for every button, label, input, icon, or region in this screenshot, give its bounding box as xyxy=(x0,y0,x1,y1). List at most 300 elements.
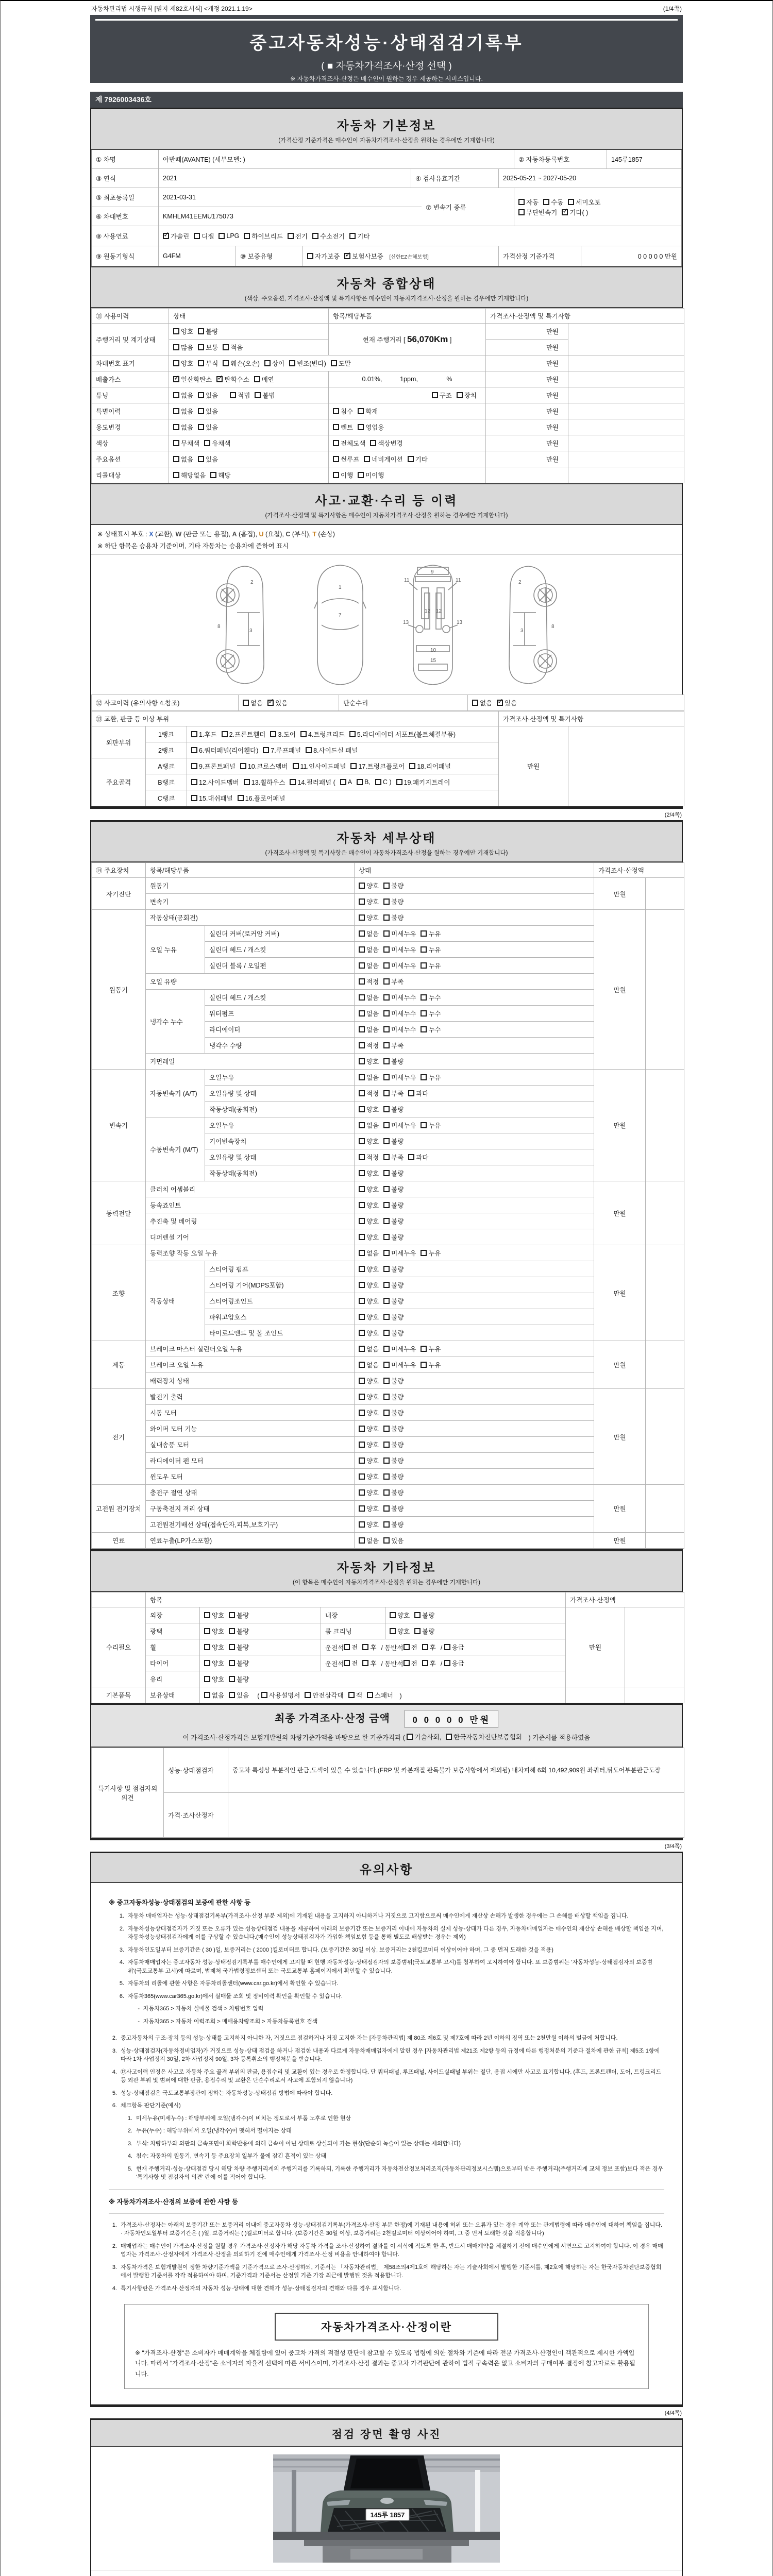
checked-checkbox-icon[interactable] xyxy=(267,700,274,706)
checkbox-icon[interactable] xyxy=(333,440,339,446)
checkbox-option[interactable] xyxy=(359,1504,379,1513)
checkbox-icon[interactable] xyxy=(383,962,390,969)
checkbox-option[interactable] xyxy=(204,1642,224,1652)
checkbox-icon[interactable] xyxy=(383,1330,390,1336)
checkbox-option[interactable] xyxy=(383,913,404,922)
checkbox-option[interactable] xyxy=(359,1488,379,1497)
checkbox-option[interactable] xyxy=(307,251,340,261)
checked-checkbox-icon[interactable] xyxy=(344,253,350,259)
checkbox-option[interactable] xyxy=(383,1504,404,1513)
checkbox-icon[interactable] xyxy=(255,392,261,398)
checkbox-icon[interactable] xyxy=(421,1122,427,1128)
checkbox-icon[interactable] xyxy=(370,440,376,446)
checkbox-option[interactable] xyxy=(191,793,233,803)
checkbox-option[interactable] xyxy=(173,375,212,384)
checkbox-option[interactable] xyxy=(383,1137,404,1146)
checkbox-option[interactable] xyxy=(362,1642,376,1652)
checkbox-option[interactable] xyxy=(240,761,288,771)
checkbox-option[interactable] xyxy=(383,1328,404,1337)
checkbox-icon[interactable] xyxy=(306,747,312,753)
checkbox-icon[interactable] xyxy=(383,1106,390,1112)
checkbox-option[interactable] xyxy=(173,359,193,368)
checkbox-option[interactable] xyxy=(383,1184,404,1194)
checkbox-option[interactable] xyxy=(383,1392,404,1401)
checkbox-icon[interactable] xyxy=(390,1628,396,1634)
checkbox-option[interactable] xyxy=(383,977,404,986)
checkbox-icon[interactable] xyxy=(359,1202,365,1208)
checkbox-option[interactable] xyxy=(359,993,379,1002)
checkbox-option[interactable] xyxy=(383,1296,404,1306)
checkbox-icon[interactable] xyxy=(359,1282,365,1288)
checkbox-icon[interactable] xyxy=(383,1282,390,1288)
checkbox-option[interactable] xyxy=(383,1456,404,1465)
checkbox-option[interactable] xyxy=(305,1690,343,1700)
checkbox-option[interactable] xyxy=(421,1009,441,1018)
checkbox-icon[interactable] xyxy=(358,408,364,414)
checkbox-option[interactable] xyxy=(408,1153,428,1162)
checkbox-option[interactable] xyxy=(198,454,218,464)
checkbox-option[interactable] xyxy=(359,1360,379,1369)
checkbox-icon[interactable] xyxy=(191,763,197,769)
checkbox-icon[interactable] xyxy=(359,1154,365,1160)
checkbox-icon[interactable] xyxy=(359,1378,365,1384)
checkbox-option[interactable] xyxy=(390,1611,410,1620)
checkbox-icon[interactable] xyxy=(383,1521,390,1528)
checkbox-option[interactable] xyxy=(543,197,563,207)
checkbox-icon[interactable] xyxy=(340,779,346,785)
checkbox-option[interactable] xyxy=(390,1626,410,1636)
checkbox-icon[interactable] xyxy=(421,1026,427,1032)
checkbox-icon[interactable] xyxy=(359,1473,365,1480)
checkbox-icon[interactable] xyxy=(383,1537,390,1544)
checkbox-option[interactable] xyxy=(518,197,539,207)
checkbox-icon[interactable] xyxy=(359,1346,365,1352)
checkbox-icon[interactable] xyxy=(173,344,179,350)
checkbox-icon[interactable] xyxy=(421,1346,427,1352)
checkbox-option[interactable] xyxy=(497,698,517,707)
checkbox-option[interactable] xyxy=(198,343,218,352)
checkbox-option[interactable] xyxy=(229,1658,249,1668)
checkbox-icon[interactable] xyxy=(229,1660,235,1666)
checkbox-icon[interactable] xyxy=(210,472,216,478)
checkbox-icon[interactable] xyxy=(421,946,427,953)
checkbox-icon[interactable] xyxy=(359,978,365,985)
checkbox-option[interactable] xyxy=(383,1089,404,1098)
checkbox-icon[interactable] xyxy=(375,779,381,785)
checkbox-option[interactable] xyxy=(331,359,351,368)
checkbox-option[interactable] xyxy=(359,1009,379,1018)
checkbox-icon[interactable] xyxy=(383,1410,390,1416)
checkbox-option[interactable] xyxy=(359,881,379,890)
checkbox-icon[interactable] xyxy=(359,1186,365,1192)
checkbox-icon[interactable] xyxy=(364,456,370,462)
checkbox-icon[interactable] xyxy=(173,456,179,462)
checkbox-icon[interactable] xyxy=(204,1612,210,1618)
checkbox-option[interactable] xyxy=(383,1073,416,1082)
checkbox-icon[interactable] xyxy=(383,1170,390,1176)
checkbox-icon[interactable] xyxy=(204,1644,210,1650)
checkbox-option[interactable] xyxy=(383,881,404,890)
checkbox-option[interactable] xyxy=(421,1344,441,1353)
checkbox-option[interactable] xyxy=(191,761,236,771)
checkbox-icon[interactable] xyxy=(383,1122,390,1128)
checkbox-icon[interactable] xyxy=(421,1074,427,1080)
checkbox-icon[interactable] xyxy=(359,962,365,969)
checkbox-option[interactable] xyxy=(204,1611,224,1620)
checkbox-option[interactable] xyxy=(359,1121,379,1130)
checkbox-option[interactable] xyxy=(359,1216,379,1226)
checkbox-option[interactable] xyxy=(340,778,352,786)
checkbox-icon[interactable] xyxy=(383,1473,390,1480)
checkbox-icon[interactable] xyxy=(383,914,390,921)
checkbox-option[interactable] xyxy=(238,793,285,803)
checkbox-icon[interactable] xyxy=(204,1628,210,1634)
checkbox-option[interactable] xyxy=(421,961,441,970)
checkbox-icon[interactable] xyxy=(194,233,200,239)
checkbox-icon[interactable] xyxy=(198,456,204,462)
checkbox-icon[interactable] xyxy=(383,883,390,889)
checkbox-option[interactable] xyxy=(383,1536,404,1545)
checkbox-option[interactable] xyxy=(421,1025,441,1034)
checkbox-option[interactable] xyxy=(359,1312,379,1321)
checkbox-option[interactable] xyxy=(421,993,441,1002)
checkbox-icon[interactable] xyxy=(191,779,197,785)
checkbox-option[interactable] xyxy=(350,761,405,771)
checkbox-option[interactable] xyxy=(229,1611,249,1620)
checkbox-option[interactable] xyxy=(244,231,282,241)
checkbox-icon[interactable] xyxy=(307,253,313,259)
checkbox-icon[interactable] xyxy=(270,731,276,737)
checkbox-icon[interactable] xyxy=(230,392,236,398)
checkbox-icon[interactable] xyxy=(359,1426,365,1432)
checkbox-icon[interactable] xyxy=(359,1218,365,1224)
checkbox-icon[interactable] xyxy=(383,994,390,1001)
checkbox-icon[interactable] xyxy=(350,763,357,769)
checkbox-icon[interactable] xyxy=(383,1154,390,1160)
checkbox-option[interactable] xyxy=(421,945,441,954)
checkbox-option[interactable] xyxy=(472,698,492,707)
checkbox-option[interactable] xyxy=(358,470,384,480)
checkbox-option[interactable] xyxy=(264,359,284,368)
checkbox-icon[interactable] xyxy=(312,233,318,239)
checkbox-option[interactable] xyxy=(344,251,383,261)
checkbox-option[interactable] xyxy=(383,1376,404,1385)
checkbox-icon[interactable] xyxy=(173,424,179,430)
checkbox-option[interactable] xyxy=(359,1137,379,1146)
checkbox-option[interactable] xyxy=(383,1280,404,1290)
checkbox-icon[interactable] xyxy=(383,1042,390,1048)
checkbox-option[interactable] xyxy=(359,1536,379,1545)
checkbox-option[interactable] xyxy=(263,745,301,755)
checkbox-option[interactable] xyxy=(421,929,441,938)
checkbox-option[interactable] xyxy=(383,1216,404,1226)
checkbox-icon[interactable] xyxy=(333,456,339,462)
checkbox-option[interactable] xyxy=(359,945,379,954)
checkbox-icon[interactable] xyxy=(357,779,363,785)
checkbox-option[interactable] xyxy=(173,391,193,400)
checked-checkbox-icon[interactable] xyxy=(173,376,179,382)
checkbox-icon[interactable] xyxy=(359,1106,365,1112)
checkbox-icon[interactable] xyxy=(359,1250,365,1256)
checkbox-icon[interactable] xyxy=(300,731,307,737)
checkbox-icon[interactable] xyxy=(383,930,390,937)
checkbox-option[interactable] xyxy=(396,777,450,787)
checkbox-icon[interactable] xyxy=(409,763,415,769)
checkbox-icon[interactable] xyxy=(204,1676,210,1682)
checkbox-option[interactable] xyxy=(229,1690,249,1700)
checkbox-icon[interactable] xyxy=(383,1394,390,1400)
checkbox-icon[interactable] xyxy=(198,360,204,366)
checkbox-option[interactable] xyxy=(333,422,353,432)
checkbox-icon[interactable] xyxy=(543,199,549,205)
checkbox-icon[interactable] xyxy=(421,962,427,969)
checkbox-option[interactable] xyxy=(421,1248,441,1258)
checkbox-icon[interactable] xyxy=(383,1362,390,1368)
checkbox-icon[interactable] xyxy=(222,731,228,737)
checkbox-option[interactable] xyxy=(333,406,353,416)
checkbox-option[interactable] xyxy=(204,438,230,448)
checkbox-icon[interactable] xyxy=(444,1660,450,1666)
checkbox-option[interactable] xyxy=(359,1456,379,1465)
checkbox-option[interactable] xyxy=(404,1658,417,1668)
checkbox-option[interactable] xyxy=(204,1658,224,1668)
checkbox-icon[interactable] xyxy=(359,1314,365,1320)
checkbox-icon[interactable] xyxy=(359,1330,365,1336)
checkbox-icon[interactable] xyxy=(383,1489,390,1496)
checked-checkbox-icon[interactable] xyxy=(216,376,223,382)
checkbox-icon[interactable] xyxy=(331,360,337,366)
checkbox-icon[interactable] xyxy=(421,994,427,1001)
checkbox-option[interactable] xyxy=(359,1264,379,1274)
checkbox-option[interactable] xyxy=(383,1105,404,1114)
checkbox-option[interactable] xyxy=(223,359,260,368)
checkbox-icon[interactable] xyxy=(518,209,525,215)
checkbox-option[interactable] xyxy=(383,1440,404,1449)
checkbox-option[interactable] xyxy=(432,391,452,400)
checkbox-icon[interactable] xyxy=(358,472,364,478)
checkbox-option[interactable] xyxy=(333,470,353,480)
checkbox-option[interactable] xyxy=(383,1360,416,1369)
checkbox-option[interactable] xyxy=(348,1690,362,1700)
checkbox-icon[interactable] xyxy=(383,1074,390,1080)
checkbox-option[interactable] xyxy=(293,761,346,771)
checkbox-option[interactable] xyxy=(421,1073,441,1082)
checkbox-option[interactable] xyxy=(261,1690,300,1700)
checkbox-option[interactable] xyxy=(254,375,274,384)
checkbox-option[interactable] xyxy=(359,1392,379,1401)
checkbox-option[interactable] xyxy=(383,1057,404,1066)
checkbox-icon[interactable] xyxy=(359,1266,365,1272)
checkbox-icon[interactable] xyxy=(333,408,339,414)
checkbox-icon[interactable] xyxy=(383,1202,390,1208)
checkbox-icon[interactable] xyxy=(359,1298,365,1304)
checkbox-icon[interactable] xyxy=(472,700,478,706)
checkbox-icon[interactable] xyxy=(173,472,179,478)
checkbox-option[interactable] xyxy=(359,1041,379,1050)
checkbox-option[interactable] xyxy=(198,359,218,368)
checkbox-icon[interactable] xyxy=(359,1394,365,1400)
checkbox-option[interactable] xyxy=(444,1658,464,1668)
checkbox-option[interactable] xyxy=(383,1168,404,1178)
checkbox-icon[interactable] xyxy=(173,392,179,398)
checkbox-icon[interactable] xyxy=(383,1458,390,1464)
checkbox-option[interactable] xyxy=(408,1089,428,1098)
checkbox-option[interactable] xyxy=(383,1248,416,1258)
checkbox-option[interactable] xyxy=(359,1280,379,1290)
checkbox-icon[interactable] xyxy=(359,1489,365,1496)
checkbox-option[interactable] xyxy=(383,1025,416,1034)
checkbox-option[interactable] xyxy=(349,231,369,241)
checked-checkbox-icon[interactable] xyxy=(163,233,169,239)
checkbox-option[interactable] xyxy=(414,1611,434,1620)
checkbox-icon[interactable] xyxy=(344,1644,350,1650)
checkbox-icon[interactable] xyxy=(333,424,339,430)
checkbox-icon[interactable] xyxy=(362,1644,368,1650)
checkbox-option[interactable] xyxy=(173,406,193,416)
checkbox-option[interactable] xyxy=(359,929,379,938)
checkbox-icon[interactable] xyxy=(367,1692,373,1698)
checkbox-option[interactable] xyxy=(518,208,557,217)
checkbox-icon[interactable] xyxy=(444,1644,450,1650)
checkbox-icon[interactable] xyxy=(229,1676,235,1682)
checkbox-option[interactable] xyxy=(364,454,402,464)
checkbox-icon[interactable] xyxy=(229,1612,235,1618)
checkbox-icon[interactable] xyxy=(204,1692,210,1698)
checkbox-icon[interactable] xyxy=(359,1122,365,1128)
checkbox-icon[interactable] xyxy=(261,1692,267,1698)
checkbox-option[interactable] xyxy=(222,730,266,739)
checkbox-option[interactable] xyxy=(191,777,239,787)
checkbox-option[interactable] xyxy=(568,197,600,207)
checkbox-icon[interactable] xyxy=(383,1186,390,1192)
checkbox-option[interactable] xyxy=(359,1025,379,1034)
checkbox-icon[interactable] xyxy=(223,360,229,366)
checkbox-icon[interactable] xyxy=(359,994,365,1001)
checkbox-option[interactable] xyxy=(349,730,456,739)
checkbox-icon[interactable] xyxy=(383,1250,390,1256)
checkbox-icon[interactable] xyxy=(348,1692,355,1698)
checkbox-option[interactable] xyxy=(422,1642,436,1652)
checkbox-option[interactable] xyxy=(312,231,345,241)
checkbox-icon[interactable] xyxy=(359,914,365,921)
checkbox-option[interactable] xyxy=(204,1674,224,1684)
checkbox-icon[interactable] xyxy=(229,1644,235,1650)
checkbox-option[interactable] xyxy=(422,1658,436,1668)
checkbox-icon[interactable] xyxy=(191,747,197,753)
checkbox-option[interactable] xyxy=(204,1626,224,1636)
checkbox-icon[interactable] xyxy=(383,1266,390,1272)
checkbox-option[interactable] xyxy=(173,327,193,336)
checkbox-icon[interactable] xyxy=(204,1660,210,1666)
checkbox-option[interactable] xyxy=(383,1121,416,1130)
checkbox-option[interactable] xyxy=(408,454,428,464)
checkbox-icon[interactable] xyxy=(421,1250,427,1256)
checkbox-icon[interactable] xyxy=(359,1410,365,1416)
checkbox-option[interactable] xyxy=(359,961,379,970)
checkbox-icon[interactable] xyxy=(421,930,427,937)
checkbox-option[interactable] xyxy=(383,1153,404,1162)
checkbox-option[interactable] xyxy=(359,1168,379,1178)
checkbox-icon[interactable] xyxy=(229,1628,235,1634)
checkbox-option[interactable] xyxy=(198,391,218,400)
checkbox-option[interactable] xyxy=(359,1248,379,1258)
checkbox-icon[interactable] xyxy=(229,1692,235,1698)
checkbox-option[interactable] xyxy=(359,1200,379,1210)
checkbox-icon[interactable] xyxy=(568,199,574,205)
checkbox-option[interactable] xyxy=(383,1041,404,1050)
checkbox-option[interactable] xyxy=(383,1424,404,1433)
checkbox-icon[interactable] xyxy=(254,376,260,382)
checkbox-option[interactable] xyxy=(359,1296,379,1306)
checkbox-icon[interactable] xyxy=(198,392,204,398)
checkbox-icon[interactable] xyxy=(359,946,365,953)
checkbox-option[interactable] xyxy=(359,1376,379,1385)
checkbox-option[interactable] xyxy=(333,438,365,448)
checkbox-icon[interactable] xyxy=(359,1042,365,1048)
checkbox-option[interactable] xyxy=(229,1674,249,1684)
checkbox-option[interactable] xyxy=(173,470,206,480)
checkbox-option[interactable] xyxy=(344,1658,358,1668)
checkbox-icon[interactable] xyxy=(198,344,204,350)
checkbox-option[interactable] xyxy=(383,897,404,906)
checkbox-option[interactable] xyxy=(244,777,285,787)
checkbox-option[interactable] xyxy=(357,778,371,786)
checkbox-option[interactable] xyxy=(359,1089,379,1098)
checkbox-icon[interactable] xyxy=(383,1505,390,1512)
checkbox-icon[interactable] xyxy=(359,1505,365,1512)
checkbox-option[interactable] xyxy=(359,1232,379,1242)
checkbox-option[interactable] xyxy=(173,422,193,432)
checkbox-icon[interactable] xyxy=(359,1537,365,1544)
checkbox-option[interactable] xyxy=(383,1472,404,1481)
checkbox-option[interactable] xyxy=(194,231,214,241)
checkbox-icon[interactable] xyxy=(238,795,244,801)
checkbox-option[interactable] xyxy=(383,1312,404,1321)
checkbox-icon[interactable] xyxy=(362,1660,368,1666)
checkbox-icon[interactable] xyxy=(359,1026,365,1032)
checkbox-icon[interactable] xyxy=(383,1426,390,1432)
checkbox-icon[interactable] xyxy=(223,344,229,350)
checkbox-option[interactable] xyxy=(358,406,378,416)
checkbox-option[interactable] xyxy=(288,231,308,241)
checkbox-option[interactable] xyxy=(404,1642,417,1652)
checkbox-icon[interactable] xyxy=(264,360,271,366)
checkbox-icon[interactable] xyxy=(383,899,390,905)
checkbox-icon[interactable] xyxy=(198,408,204,414)
checkbox-icon[interactable] xyxy=(422,1644,428,1650)
checkbox-option[interactable] xyxy=(421,1121,441,1130)
checkbox-icon[interactable] xyxy=(383,1218,390,1224)
checkbox-icon[interactable] xyxy=(198,328,204,334)
checkbox-icon[interactable] xyxy=(358,424,364,430)
checkbox-icon[interactable] xyxy=(349,731,356,737)
checkbox-icon[interactable] xyxy=(408,456,414,462)
checkbox-icon[interactable] xyxy=(404,1644,410,1650)
checkbox-icon[interactable] xyxy=(383,1058,390,1064)
checkbox-option[interactable] xyxy=(216,375,249,384)
checkbox-icon[interactable] xyxy=(383,1010,390,1016)
checkbox-icon[interactable] xyxy=(408,1154,414,1160)
checkbox-option[interactable] xyxy=(359,897,379,906)
checkbox-option[interactable] xyxy=(229,1642,249,1652)
checkbox-option[interactable] xyxy=(267,698,288,707)
checkbox-option[interactable] xyxy=(204,1690,224,1700)
checkbox-option[interactable] xyxy=(407,1732,441,1741)
checkbox-option[interactable] xyxy=(383,1344,416,1353)
checkbox-icon[interactable] xyxy=(422,1660,428,1666)
checkbox-icon[interactable] xyxy=(244,779,250,785)
checkbox-option[interactable] xyxy=(173,343,193,352)
